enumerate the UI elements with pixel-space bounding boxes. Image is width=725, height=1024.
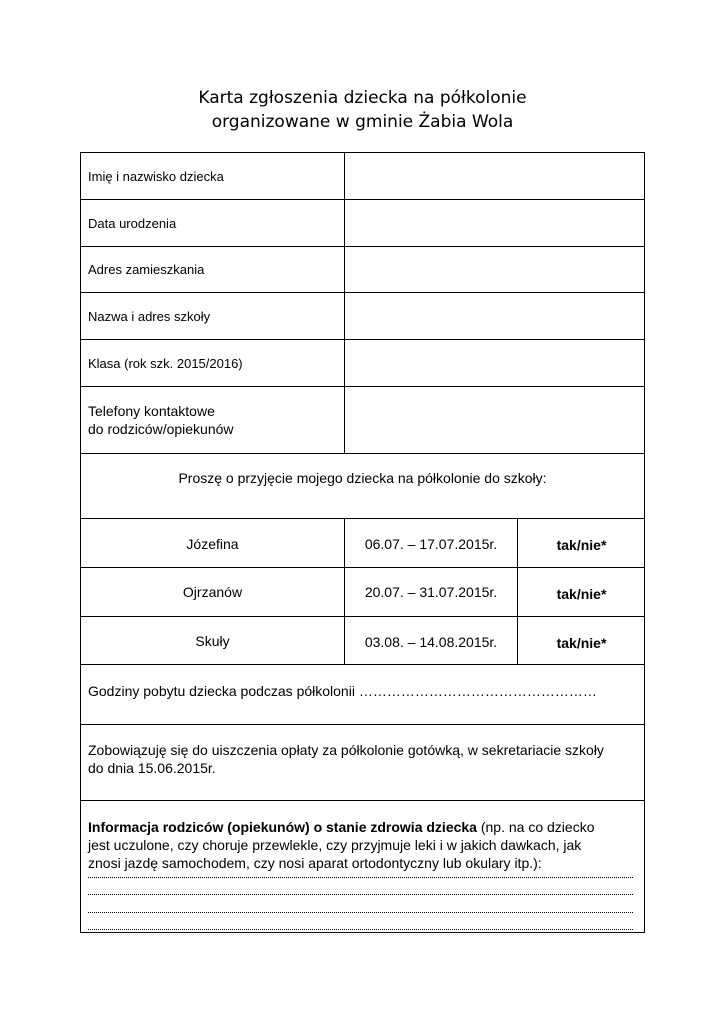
field-label-address: Adres zamieszkania [88,262,205,277]
school-name-ojrzanow: Ojrzanów [182,584,243,600]
field-label-phones [88,402,234,438]
health-line-1-rest: (np. na co dziecko [476,819,595,835]
payment-text [88,741,604,777]
health-info-text [88,818,640,872]
request-text: Proszę o przyjęcie mojego dziecka na półkolonie do szkoły: [178,470,547,486]
row-divider [81,518,644,519]
field-value-school[interactable] [345,293,645,339]
school-dates-skuly: 03.08. – 14.08.2015r. [364,634,498,650]
row-divider [81,724,644,725]
school-choice-ojrzanow[interactable]: tak/nie* [556,586,607,602]
phones-label-line-2: do rodziców/opiekunów [88,421,234,437]
title-line-1: Karta zgłoszenia dziecka na półkolonie [198,88,527,108]
payment-line-2: do dnia 15.06.2015r. [88,760,216,776]
school-choice-skuly[interactable]: tak/nie* [556,635,607,651]
health-line-3: znosi jazdę samochodem, czy nosi aparat ortodontyczny lub okulary itp.): [88,855,542,871]
row-divider [81,616,644,617]
field-value-address[interactable] [345,247,645,292]
field-value-birth-date[interactable] [345,200,645,246]
application-form-table [80,152,645,933]
health-answer-line[interactable] [88,906,633,913]
row-divider [81,800,644,801]
payment-line-1: Zobowiązuję się do uiszczenia opłaty za półkolonie gotówką, w sekretariacie szkoły [88,742,604,758]
hours-text: Godziny pobytu dziecka podczas półkolonii …………………………………………… [88,683,597,699]
health-line-2: jest uczulone, czy choruje przewlekle, czy przyjmuje leki i w jakich dawkach, jak [88,837,582,853]
field-label-birth-date: Data urodzenia [88,216,177,231]
field-value-child-name[interactable] [345,153,645,199]
field-value-phones[interactable] [345,387,645,453]
school-dates-jozefina: 06.07. – 17.07.2015r. [364,536,498,552]
form-title [0,86,725,134]
phones-label-line-1: Telefony kontaktowe [88,403,215,419]
field-label-child-name: Imię i nazwisko dziecka [88,169,224,184]
row-divider [81,664,644,665]
health-answer-line[interactable] [88,871,633,878]
school-dates-ojrzanow: 20.07. – 31.07.2015r. [364,584,498,600]
school-name-jozefina: Józefina [186,536,239,552]
field-value-class[interactable] [345,340,645,386]
health-heading: Informacja rodziców (opiekunów) o stanie zdrowia dziecka [88,819,477,835]
title-line-2: organizowane w gminie Żabia Wola [211,112,514,132]
row-divider [81,567,644,568]
health-answer-line[interactable] [88,923,633,930]
school-name-skuly: Skuły [195,633,230,649]
field-label-class: Klasa (rok szk. 2015/2016) [88,356,243,371]
school-choice-jozefina[interactable]: tak/nie* [556,537,607,553]
field-label-school: Nazwa i adres szkoły [88,309,211,324]
health-line-1 [88,818,640,836]
row-divider [81,453,644,454]
health-answer-line[interactable] [88,888,633,895]
